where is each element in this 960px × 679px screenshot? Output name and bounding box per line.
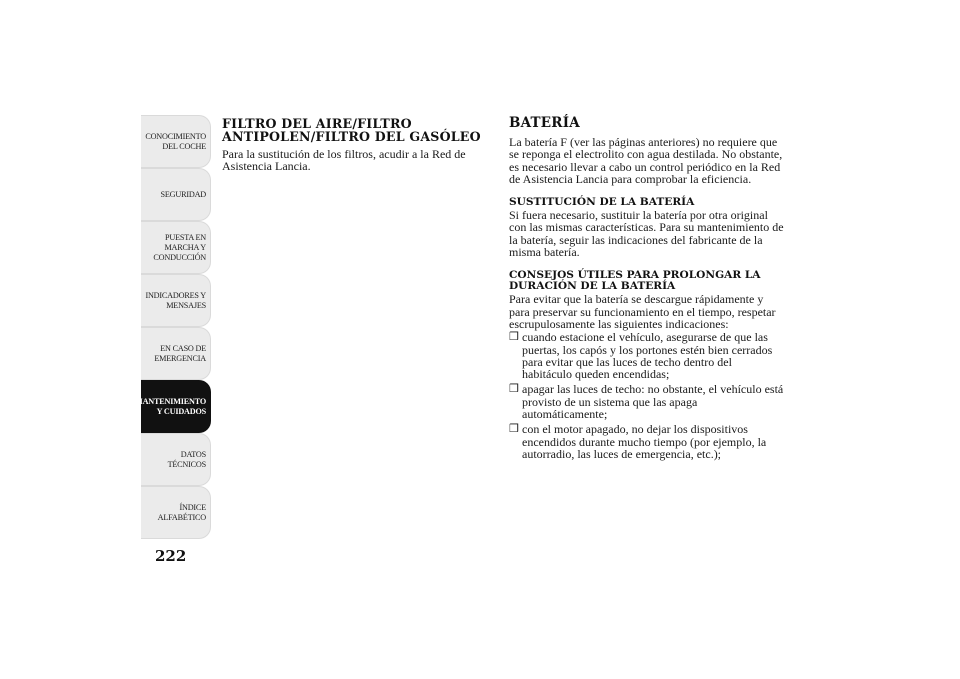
tab-mantenimiento-y-cuidados[interactable]: MANTENIMIENTO Y CUIDADOS: [141, 380, 211, 433]
right-column: [509, 117, 784, 463]
tab-indice-alfabetico[interactable]: ÍNDICE ALFABÉTICO: [141, 486, 211, 539]
battery-intro: La batería F (ver las páginas anteriores) no requiere que se reponga el electrolito con agua destilada. No obstante, es necesario llevar a cabo un control periódico en la Red de Asistencia Lancia para comprobar la eficiencia.: [509, 135, 783, 186]
battery-tips-text: Para evitar que la batería se descargue rápidamente y para preservar su funcionamiento en el tiempo, respetar escrupulosamente las siguientes indicaciones:: [509, 292, 776, 331]
battery-replacement-heading: SUSTITUCIÓN DE LA BATERÍA: [509, 196, 695, 209]
list-item-text: cuando estacione el vehículo, asegurarse de que las puertas, los capós y los portones estén bien cerrados para evitar que las luces de techo dentro del habitáculo queden encendidas;: [522, 330, 773, 382]
list-item-text: con el motor apagado, no dejar los dispositivos encendidos durante mucho tiempo (por ejemplo, la autorradio, las luces de emergencia, etc.);: [522, 422, 767, 461]
checkbox-bullet-icon: ❒: [509, 423, 519, 436]
battery-tips-list: [509, 331, 784, 460]
battery-tips-heading: CONSEJOS ÚTILES PARA PROLONGAR LA DURACIÓN DE LA BATERÍA: [509, 269, 761, 293]
chapter-tabs: [135, 115, 211, 539]
checkbox-bullet-icon: ❒: [509, 331, 519, 344]
list-item: [509, 331, 784, 380]
battery-replacement-text: Si fuera necesario, sustituir la batería por otra original con las mismas características. Para su mantenimiento de la batería, seguir las indicaciones del fabricante de la misma batería.: [509, 208, 784, 260]
tab-indicadores-y-mensajes[interactable]: INDICADORES Y MENSAJES: [141, 274, 211, 327]
list-item-text: apagar las luces de techo: no obstante, el vehículo está provisto de un sistema que las apaga automáticamente;: [522, 382, 784, 422]
battery-heading: BATERÍA: [509, 115, 580, 131]
left-column: [222, 117, 484, 173]
page-number: 222: [155, 547, 187, 565]
tab-conocimiento-del-coche[interactable]: CONOCIMIENTO DEL COCHE: [141, 115, 211, 168]
tab-puesta-en-marcha[interactable]: PUESTA EN MARCHA Y CONDUCCIÓN: [141, 221, 211, 274]
checkbox-bullet-icon: ❒: [509, 383, 519, 396]
filter-text: Para la sustitución de los filtros, acudir a la Red de Asistencia Lancia.: [222, 147, 466, 174]
list-item: [509, 383, 784, 420]
tab-en-caso-de-emergencia[interactable]: EN CASO DE EMERGENCIA: [141, 327, 211, 380]
list-item: [509, 423, 784, 460]
filter-heading: FILTRO DEL AIRE/FILTRO ANTIPOLEN/FILTRO DEL GASÓLEO: [222, 116, 481, 144]
tab-datos-tecnicos[interactable]: DATOS TÉCNICOS: [141, 433, 211, 486]
tab-seguridad[interactable]: SEGURIDAD: [141, 168, 211, 221]
